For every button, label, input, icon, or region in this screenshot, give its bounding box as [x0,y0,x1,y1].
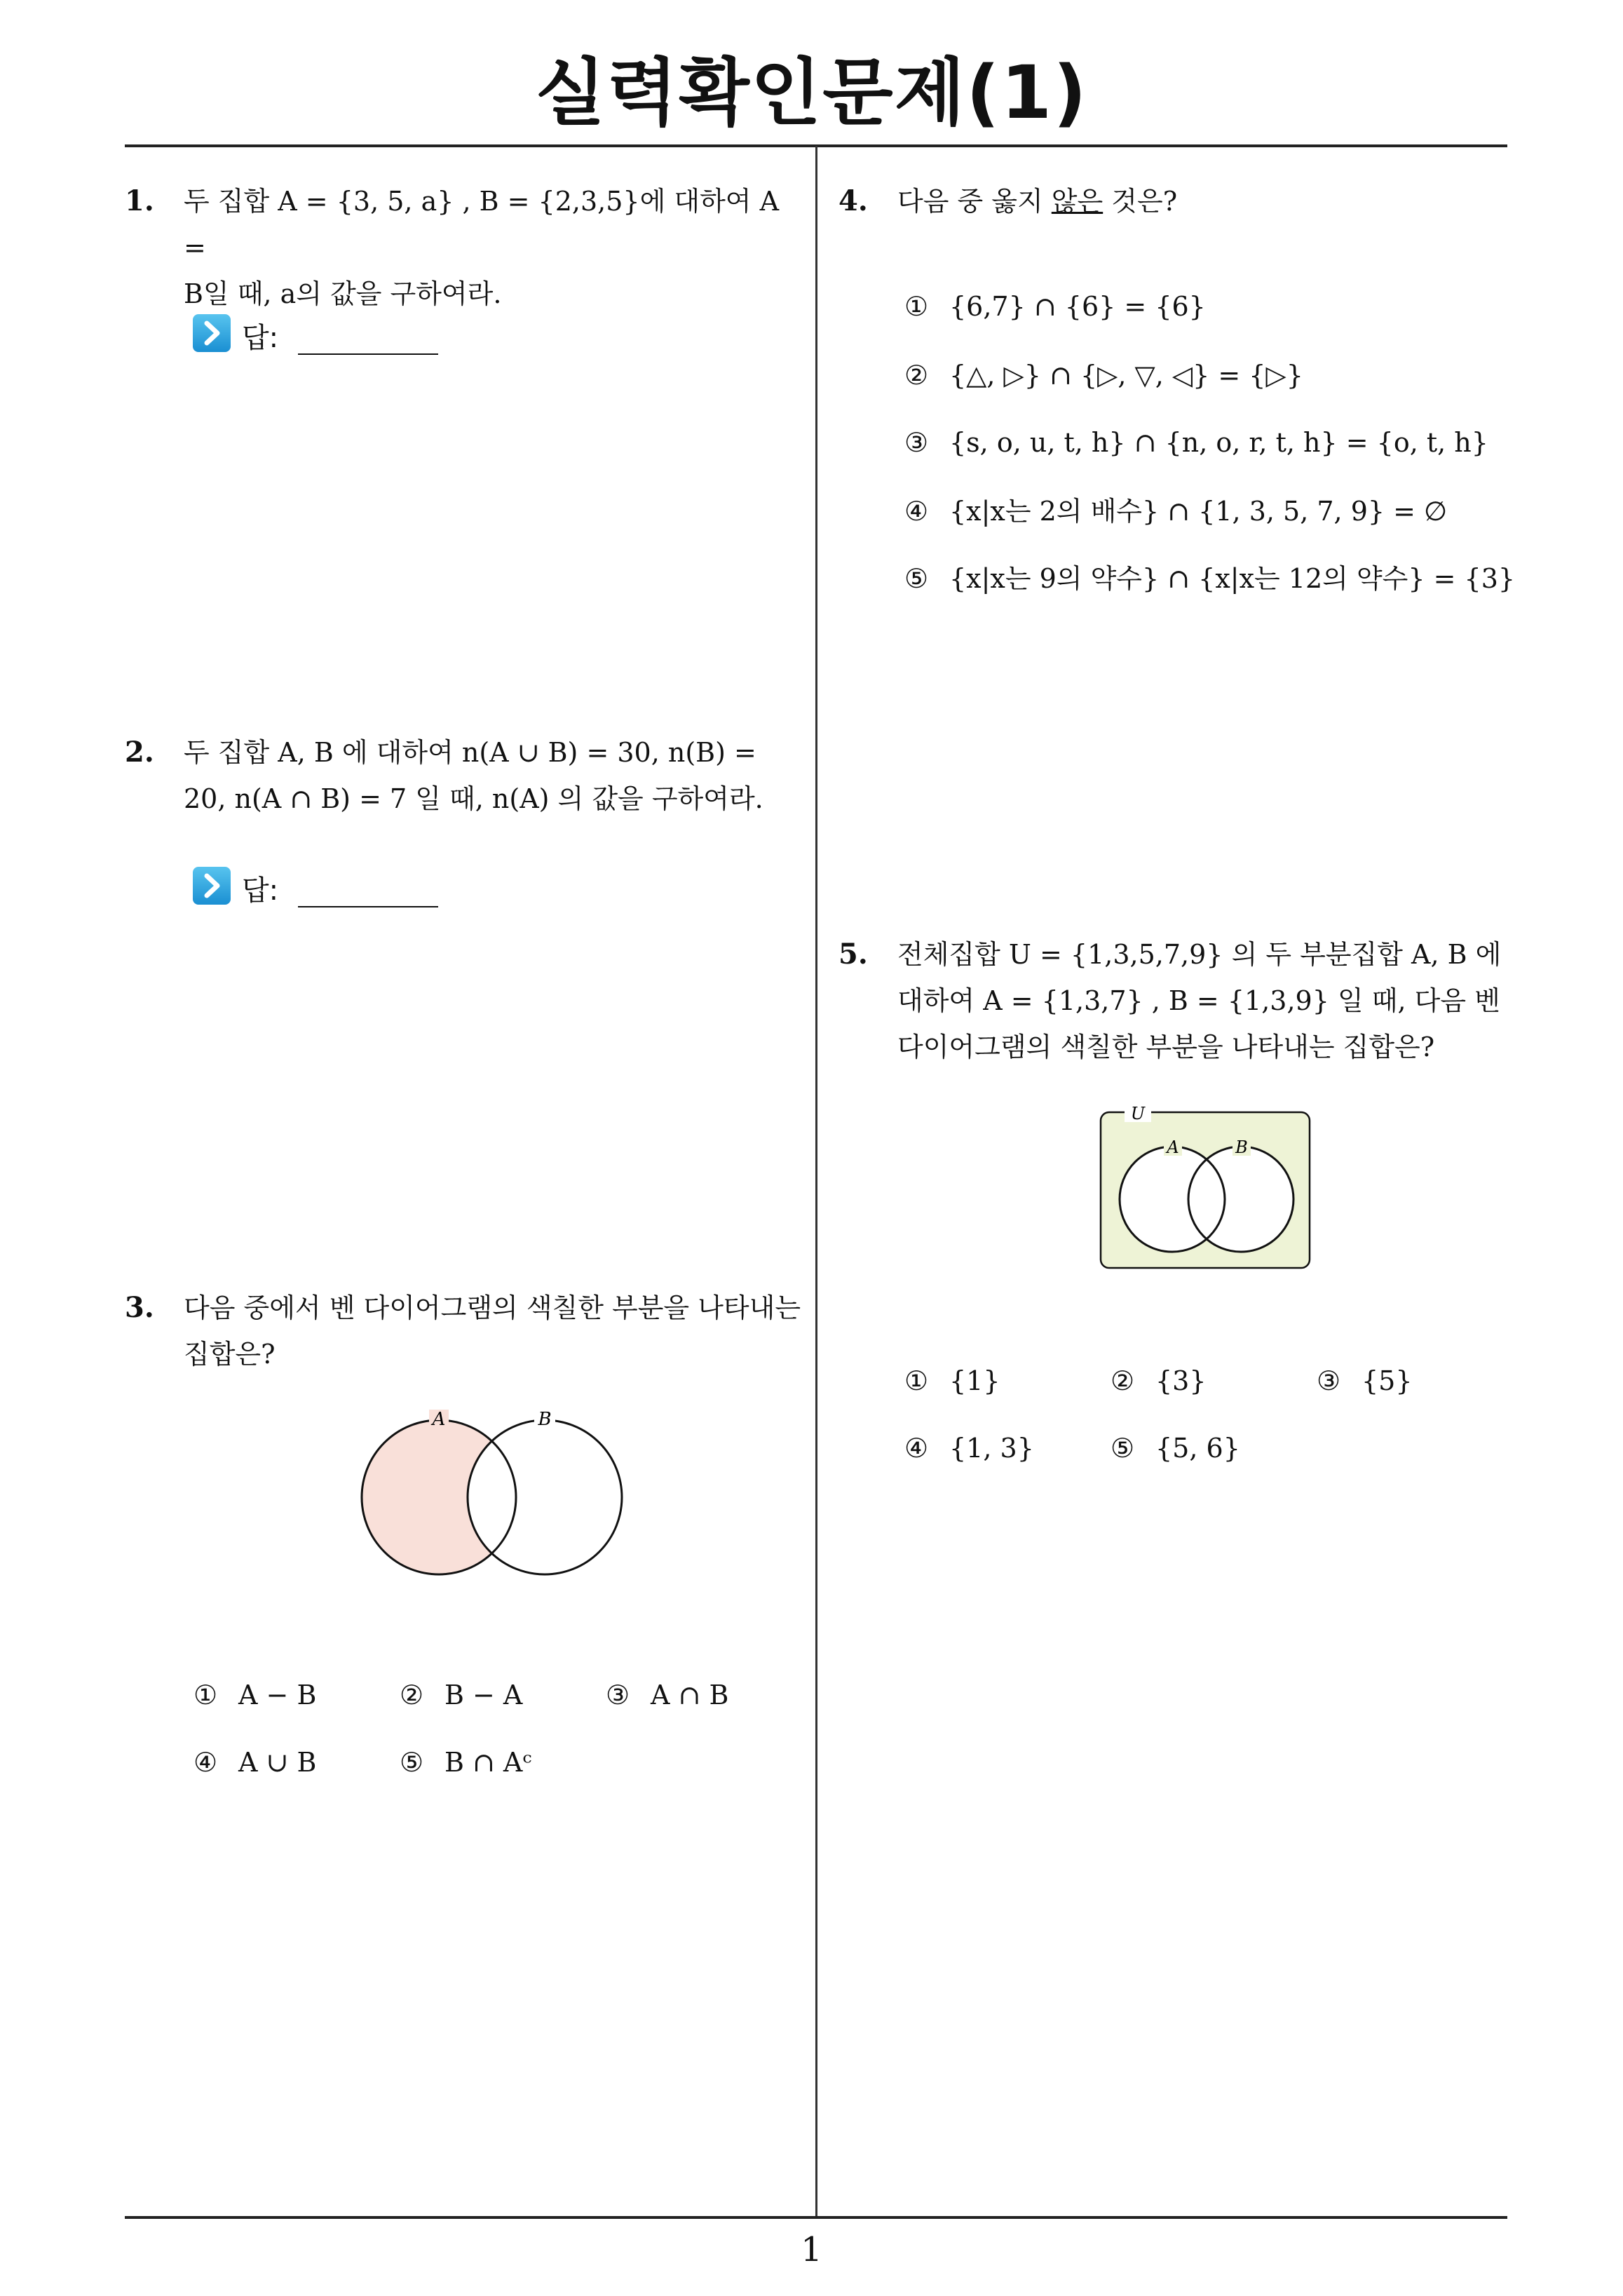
question-number: 5. [838,938,868,971]
option-2[interactable]: ② {3} [1111,1365,1207,1396]
option-1[interactable]: ① {1} [904,1365,1000,1396]
option-3[interactable]: ③ A ∩ B [606,1680,729,1710]
answer-field-2[interactable] [193,867,445,916]
venn-label-u: U [1130,1104,1146,1123]
question-number: 3. [125,1291,154,1324]
option-3[interactable]: ③ {5} [1317,1365,1413,1396]
option-5[interactable]: ⑤ {x|x는 9의 약수} ∩ {x|x는 12의 약수} = {3} [904,563,1516,594]
question-text-line: 20, n(A ∩ B) = 7 일 때, n(A) 의 값을 구하여라. [184,783,763,814]
option-5[interactable]: ⑤ B ∩ Aᶜ [400,1747,532,1778]
option-4[interactable]: ④ {x|x는 2의 배수} ∩ {1, 3, 5, 7, 9} = ∅ [904,496,1448,527]
question-4 [838,178,1507,227]
venn-label-b: B [538,1409,552,1430]
question-5 [838,931,1507,1072]
option-3[interactable]: ③ {s, o, u, t, h} ∩ {n, o, r, t, h} = {o, t, h} [904,427,1488,458]
venn-diagram-q5 [1094,1094,1318,1276]
question-2 [125,729,805,821]
question-text-line: 집합은? [184,1339,276,1370]
column-divider [815,146,817,2217]
option-2[interactable]: ② B − A [400,1680,523,1710]
venn-diagram-q3 [351,1403,645,1585]
question-text-line: 다음 중에서 벤 다이어그램의 색칠한 부분을 나타내는 [184,1292,801,1323]
question-number: 2. [125,736,154,769]
option-5[interactable]: ⑤ {5, 6} [1111,1433,1240,1464]
chevron-right-icon [193,314,231,352]
question-text: 다음 중 옳지 [897,186,1052,217]
answer-blank[interactable] [298,353,438,355]
option-4[interactable]: ④ {1, 3} [904,1433,1034,1464]
option-1[interactable]: ① A − B [193,1680,317,1710]
page-title: 실력확인문제(1) [535,50,1088,135]
question-number: 1. [125,184,154,217]
question-text-line: 다이어그램의 색칠한 부분을 나타내는 집합은? [897,1032,1435,1062]
venn-label-b: B [1235,1137,1248,1157]
question-1 [125,178,805,309]
question-text-line: 전체집합 U = {1,3,5,7,9} 의 두 부분집합 A, B 에 [897,939,1502,970]
question-text-line: 두 집합 A, B 에 대하여 n(A ∪ B) = 30, n(B) = [184,737,756,768]
venn-label-a: A [1167,1137,1179,1157]
option-4[interactable]: ④ A ∪ B [193,1747,317,1778]
chevron-right-icon [193,867,231,905]
answer-label: 답: [242,322,279,354]
question-number: 4. [838,184,868,217]
answer-label: 답: [242,874,279,907]
question-text-line: B일 때, a의 값을 구하여라. [184,278,502,309]
question-3 [125,1285,805,1376]
answer-blank[interactable] [298,906,438,907]
venn-label-a: A [432,1409,446,1430]
bottom-divider [125,2216,1507,2219]
answer-field-1[interactable] [193,314,445,363]
question-text-underlined: 않은 [1051,186,1103,217]
option-2[interactable]: ② {△, ▷} ∩ {▷, ▽, ◁} = {▷} [904,360,1303,391]
question-text-line: 대하여 A = {1,3,7} , B = {1,3,9} 일 때, 다음 벤 [897,985,1500,1016]
question-text: 것은? [1103,186,1178,217]
option-1[interactable]: ① {6,7} ∩ {6} = {6} [904,291,1206,322]
page-number: 1 [801,2230,822,2269]
question-text-line: 두 집합 A = {3, 5, a} , B = {2,3,5}에 대하여 A = [184,186,780,263]
